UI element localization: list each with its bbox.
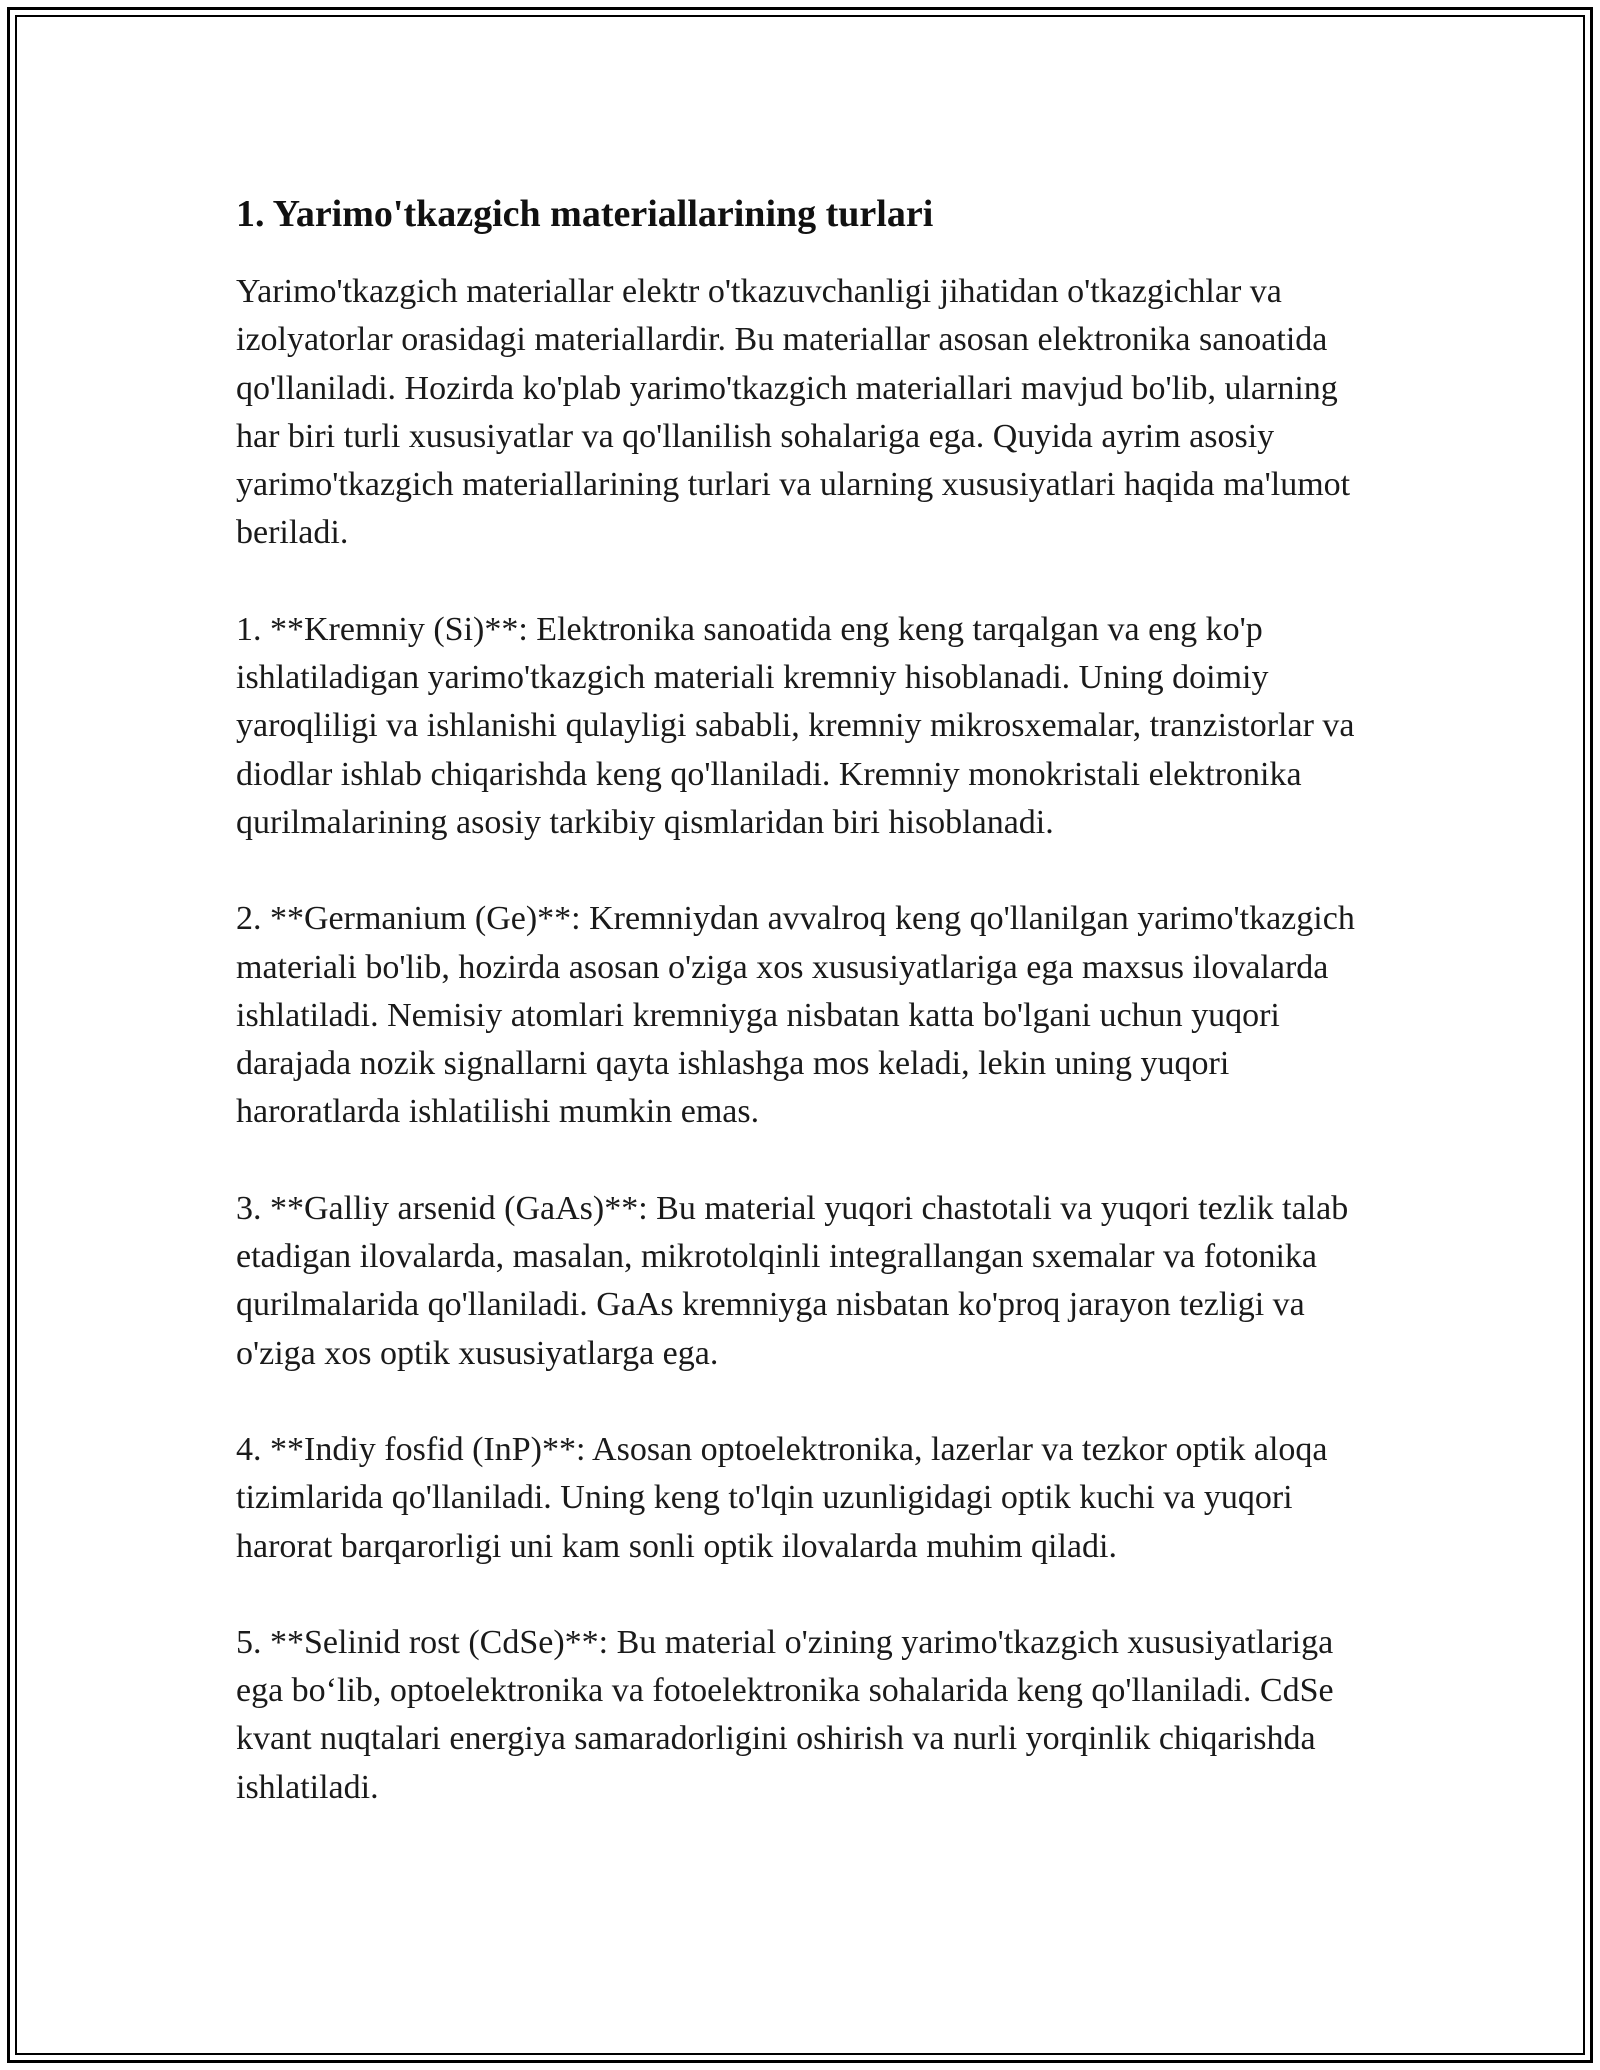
list-item-silicon: 1. **Kremniy (Si)**: Elektronika sanoatida eng keng tarqalgan va eng ko'p ishlatiladigan yarimo'tkazgich materiali kremniy hisoblanadi. Uning doimiy yaroqliligi va ishlanishi qulayligi sababli, kremniy mikrosxemalar, tranzistorlar va diodlar ishlab chiqarishda keng qo'llaniladi. Kremniy monokristali elektronika qurilmalarining asosiy tarkibiy qismlaridan biri hisoblanadi. — [236, 610, 1355, 841]
list-item-gallium-arsenide: 3. **Galliy arsenid (GaAs)**: Bu material yuqori chastotali va yuqori tezlik talab etadigan ilovalarda, masalan, mikrotolqinli integrallangan sxemalar va fotonika qurilmalarida qo'llaniladi. GaAs kremniyga nisbatan ko'proq jarayon tezligi va o'ziga xos optik xususiyatlarga ega. — [236, 1189, 1349, 1372]
intro-paragraph: Yarimo'tkazgich materiallar elektr o'tkazuvchanligi jihatidan o'tkazgichlar va izolyatorlar orasidagi materiallardir. Bu materiallar asosan elektronika sanoatida qo'llaniladi. Hozirda ko'plab yarimo'tkazgich materiallari mavjud bo'lib, ularning har biri turli xususiyatlar va qo'llanilish sohalariga ega. Quyida ayrim asosiy yarimo'tkazgich materiallarining turlari va ularning xususiyatlari haqida ma'lumot beriladi. — [236, 273, 1351, 552]
list-item-germanium: 2. **Germanium (Ge)**: Kremniydan avvalroq keng qo'llanilgan yarimo'tkazgich materiali bo'lib, hozirda asosan o'ziga xos xususiyatlariga ega maxsus ilovalarda ishlatiladi. Nemisiy atomlari kremniyga nisbatan katta bo'lgani uchun yuqori darajada nozik signallarni qayta ishlashga mos keladi, lekin uning yuqori haroratlarda ishlatilishi mumkin emas. — [236, 900, 1355, 1131]
list-item-indium-phosphide: 4. **Indiy fosfid (InP)**: Asosan optoelektronika, lazerlar va tezkor optik aloqa tizimlarida qo'llaniladi. Uning keng to'lqin uzunligidagi optik kuchi va yuqori harorat barqarorligi uni kam sonli optik ilovalarda muhim qiladi. — [236, 1430, 1328, 1565]
document-title: 1. Yarimo'tkazgich materiallarining turlari — [236, 193, 934, 235]
document-body — [236, 186, 1376, 1860]
list-item-cadmium-selenide: 5. **Selinid rost (CdSe)**: Bu material o'zining yarimo'tkazgich xususiyatlariga ega bo‘lib, optoelektronika va fotoelektronika sohalarida keng qo'llaniladi. CdSe kvant nuqtalari energiya samaradorligini oshirish va nurli yorqinlik chiqarishda ishlatiladi. — [236, 1623, 1334, 1806]
